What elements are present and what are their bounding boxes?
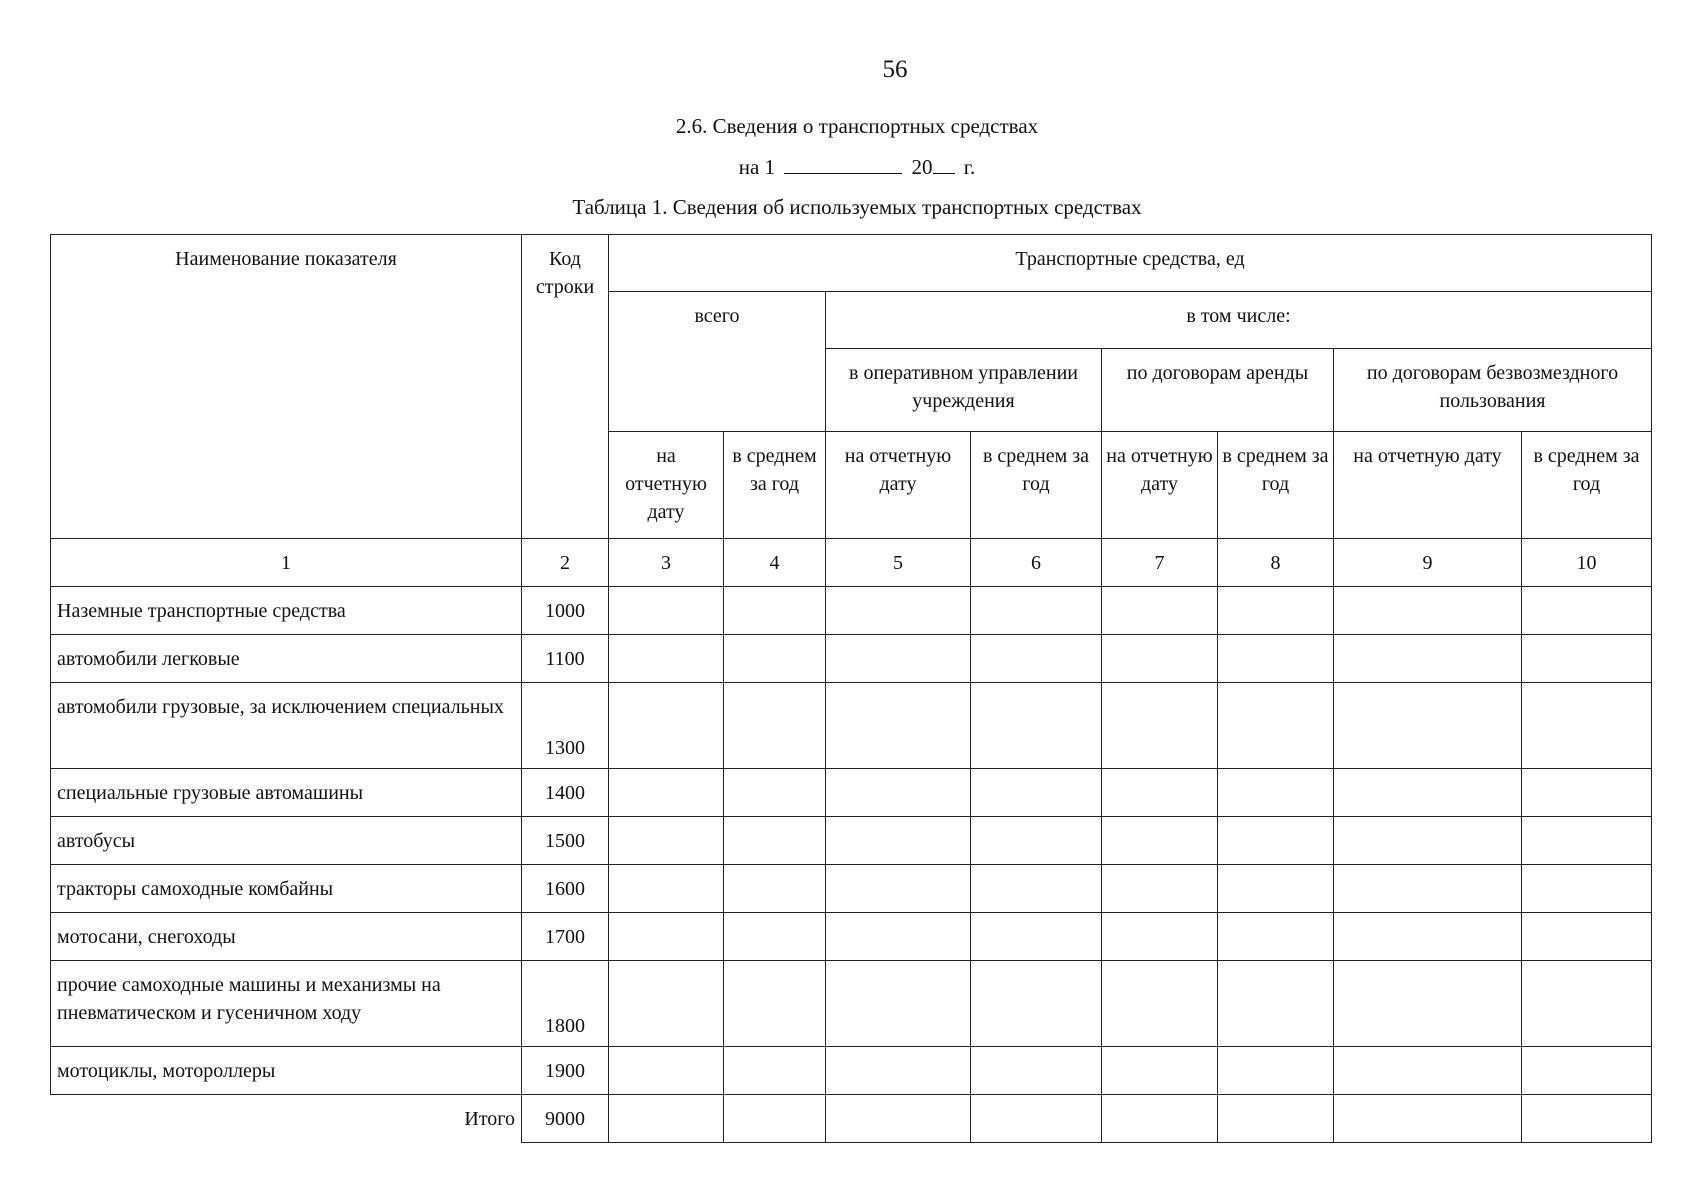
section-title: 2.6. Сведения о транспортных средствах — [675, 114, 1039, 138]
header-col-3: на отчетную дату — [609, 432, 724, 539]
row-name: мотоциклы, мотороллеры — [51, 1047, 522, 1095]
column-number: 10 — [1522, 539, 1652, 587]
data-cell[interactable] — [1102, 913, 1218, 961]
header-row-code: Код строки — [522, 235, 609, 539]
data-cell[interactable] — [1522, 683, 1652, 769]
data-cell[interactable] — [609, 587, 724, 635]
data-cell[interactable] — [826, 587, 971, 635]
column-number: 4 — [724, 539, 826, 587]
data-cell[interactable] — [1334, 961, 1522, 1047]
column-number: 8 — [1218, 539, 1334, 587]
header-col-9: на отчетную дату — [1334, 432, 1522, 539]
header-col-6: в среднем за год — [971, 432, 1102, 539]
table-row — [51, 817, 1652, 865]
table-row — [51, 587, 1652, 635]
data-cell[interactable] — [609, 769, 724, 817]
data-cell[interactable] — [1334, 683, 1522, 769]
column-number: 2 — [522, 539, 609, 587]
data-cell[interactable] — [1102, 769, 1218, 817]
data-cell[interactable] — [609, 817, 724, 865]
data-cell[interactable] — [971, 1095, 1102, 1143]
data-cell[interactable] — [1102, 865, 1218, 913]
data-cell[interactable] — [826, 1095, 971, 1143]
data-cell[interactable] — [971, 961, 1102, 1047]
row-name: Наземные транспортные средства — [51, 587, 522, 635]
data-cell[interactable] — [1218, 769, 1334, 817]
data-cell[interactable] — [1334, 1047, 1522, 1095]
data-cell[interactable] — [609, 635, 724, 683]
column-number: 6 — [971, 539, 1102, 587]
table-row — [51, 913, 1652, 961]
table-row — [51, 961, 1652, 1047]
header-col-4: в среднем за год — [724, 432, 826, 539]
data-cell[interactable] — [1218, 635, 1334, 683]
row-code: 1700 — [522, 913, 609, 961]
row-name: прочие самоходные машины и механизмы на пневматическом и гусеничном ходу — [51, 961, 522, 1047]
row-name: автобусы — [51, 817, 522, 865]
data-cell[interactable] — [1218, 961, 1334, 1047]
data-cell[interactable] — [609, 913, 724, 961]
data-cell[interactable] — [1334, 587, 1522, 635]
data-cell[interactable] — [971, 769, 1102, 817]
data-cell[interactable] — [1522, 961, 1652, 1047]
data-cell[interactable] — [1522, 865, 1652, 913]
data-cell[interactable] — [1102, 1047, 1218, 1095]
data-cell[interactable] — [724, 1047, 826, 1095]
column-number: 9 — [1334, 539, 1522, 587]
row-code: 1800 — [522, 961, 609, 1047]
data-cell[interactable] — [971, 817, 1102, 865]
data-cell[interactable] — [826, 635, 971, 683]
header-total: всего — [609, 292, 826, 432]
data-cell[interactable] — [1102, 635, 1218, 683]
header-col-10: в среднем за год — [1522, 432, 1652, 539]
data-cell[interactable] — [826, 1047, 971, 1095]
column-number: 1 — [51, 539, 522, 587]
date-suffix: г. — [963, 155, 976, 179]
data-cell[interactable] — [1102, 961, 1218, 1047]
data-cell[interactable] — [1334, 635, 1522, 683]
row-name: автомобили грузовые, за исключением специальных — [51, 683, 522, 769]
table-row — [51, 1047, 1652, 1095]
header-col-5: на отчетную дату — [826, 432, 971, 539]
data-cell[interactable] — [1102, 683, 1218, 769]
data-cell[interactable] — [1102, 1095, 1218, 1143]
table-row — [51, 865, 1652, 913]
data-cell[interactable] — [724, 635, 826, 683]
table-row — [51, 635, 1652, 683]
column-number: 7 — [1102, 539, 1218, 587]
table-row — [51, 769, 1652, 817]
data-cell[interactable] — [1218, 683, 1334, 769]
data-cell[interactable] — [826, 769, 971, 817]
data-cell[interactable] — [1218, 865, 1334, 913]
data-cell[interactable] — [971, 635, 1102, 683]
date-year-prefix: 20 — [911, 155, 933, 179]
data-cell[interactable] — [826, 683, 971, 769]
data-cell[interactable] — [609, 683, 724, 769]
total-label: Итого — [51, 1095, 522, 1143]
header-col-8: в среднем за год — [1218, 432, 1334, 539]
data-cell[interactable] — [1334, 817, 1522, 865]
data-cell[interactable] — [609, 1047, 724, 1095]
report-date-line — [0, 155, 1698, 180]
data-cell[interactable] — [1102, 587, 1218, 635]
header-indicator-name: Наименование показателя — [51, 235, 522, 539]
row-code: 1100 — [522, 635, 609, 683]
data-cell[interactable] — [971, 1047, 1102, 1095]
date-month-blank[interactable] — [784, 155, 902, 174]
row-code: 1900 — [522, 1047, 609, 1095]
header-free-use-agreements: по договорам безвозмездного пользования — [1334, 349, 1652, 432]
data-cell[interactable] — [1334, 769, 1522, 817]
date-year-blank[interactable] — [933, 155, 955, 174]
row-name: специальные грузовые автомашины — [51, 769, 522, 817]
data-cell[interactable] — [609, 865, 724, 913]
data-cell[interactable] — [724, 683, 826, 769]
total-row — [51, 1095, 1652, 1143]
row-code: 1600 — [522, 865, 609, 913]
data-cell[interactable] — [1522, 913, 1652, 961]
data-cell[interactable] — [826, 913, 971, 961]
data-cell[interactable] — [1522, 1047, 1652, 1095]
data-cell[interactable] — [1522, 769, 1652, 817]
data-cell[interactable] — [1218, 1095, 1334, 1143]
data-cell[interactable] — [971, 683, 1102, 769]
page-number: 56 — [882, 56, 908, 83]
data-cell[interactable] — [724, 769, 826, 817]
data-cell[interactable] — [1334, 913, 1522, 961]
table-row — [51, 683, 1652, 769]
row-name: автомобили легковые — [51, 635, 522, 683]
data-cell[interactable] — [1102, 817, 1218, 865]
data-cell[interactable] — [724, 587, 826, 635]
data-cell[interactable] — [1218, 913, 1334, 961]
row-code: 1300 — [522, 683, 609, 769]
header-operational-management: в оперативном управлении учреждения — [826, 349, 1102, 432]
column-numbers-row — [51, 539, 1652, 587]
data-cell[interactable] — [609, 961, 724, 1047]
column-number: 3 — [609, 539, 724, 587]
column-number: 5 — [826, 539, 971, 587]
data-cell[interactable] — [1522, 817, 1652, 865]
row-code: 1400 — [522, 769, 609, 817]
data-cell[interactable] — [1334, 865, 1522, 913]
data-cell[interactable] — [971, 913, 1102, 961]
row-name: мотосани, снегоходы — [51, 913, 522, 961]
data-cell[interactable] — [971, 865, 1102, 913]
data-cell[interactable] — [724, 1095, 826, 1143]
header-col-7: на отчетную дату — [1102, 432, 1218, 539]
table-caption: Таблица 1. Сведения об используемых транспортных средствах — [572, 195, 1142, 219]
row-name: тракторы самоходные комбайны — [51, 865, 522, 913]
data-cell[interactable] — [724, 865, 826, 913]
total-code: 9000 — [522, 1095, 609, 1143]
data-cell[interactable] — [724, 913, 826, 961]
vehicles-table — [50, 234, 1652, 1143]
data-cell[interactable] — [826, 817, 971, 865]
data-cell[interactable] — [1522, 587, 1652, 635]
row-code: 1000 — [522, 587, 609, 635]
row-code: 1500 — [522, 817, 609, 865]
data-cell[interactable] — [724, 817, 826, 865]
data-cell[interactable] — [971, 587, 1102, 635]
data-cell[interactable] — [826, 961, 971, 1047]
data-cell[interactable] — [1522, 635, 1652, 683]
header-lease-agreements: по договорам аренды — [1102, 349, 1334, 432]
data-cell[interactable] — [826, 865, 971, 913]
data-cell[interactable] — [1218, 1047, 1334, 1095]
data-cell[interactable] — [609, 1095, 724, 1143]
data-cell[interactable] — [724, 961, 826, 1047]
data-cell[interactable] — [1218, 817, 1334, 865]
data-cell[interactable] — [1522, 1095, 1652, 1143]
date-prefix: на 1 — [738, 155, 776, 179]
data-cell[interactable] — [1334, 1095, 1522, 1143]
data-cell[interactable] — [1218, 587, 1334, 635]
header-including: в том числе: — [826, 292, 1652, 349]
header-vehicles-units: Транспортные средства, ед — [609, 235, 1652, 292]
